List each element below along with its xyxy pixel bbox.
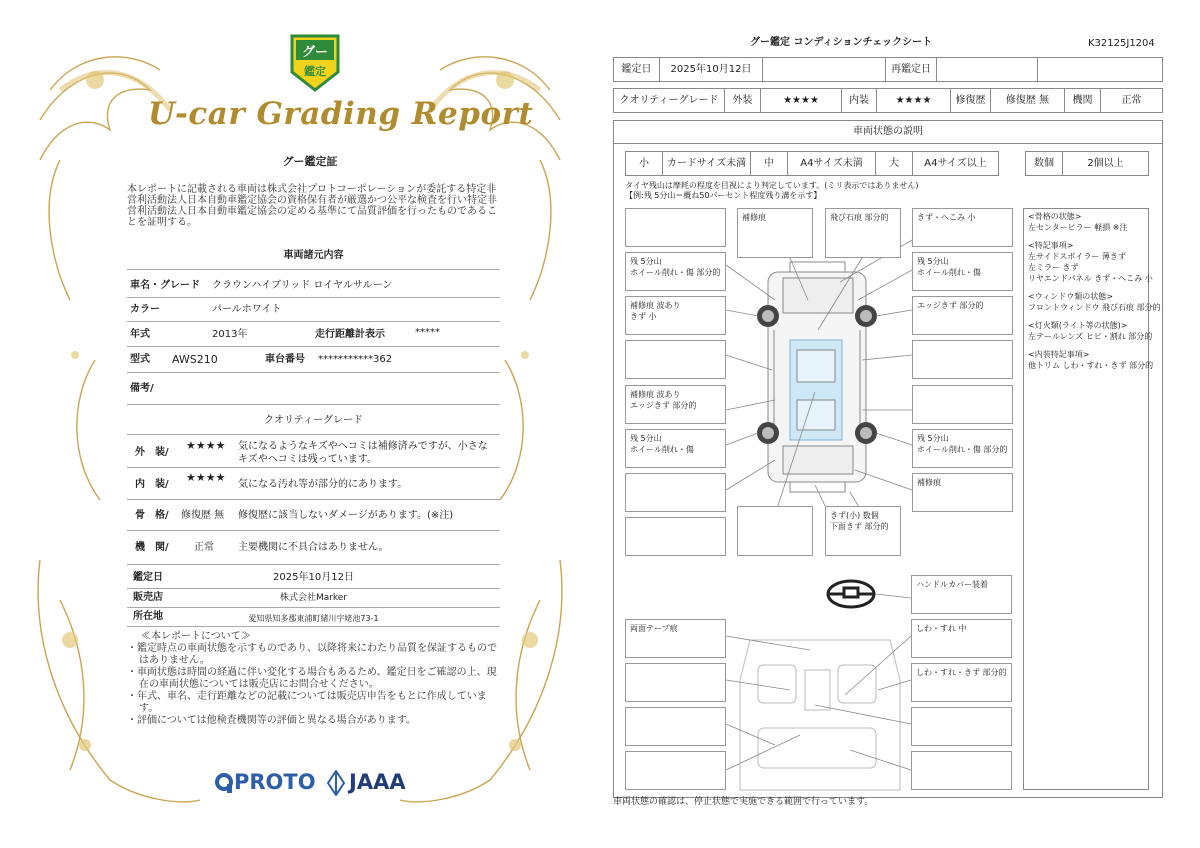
repair-value-cell: 修復歴 無 (990, 88, 1065, 113)
panel-line: 左サイドスポイラー 薄きず (1028, 252, 1126, 261)
interior-desc: 気になる汚れ等が部分的にあります。 (238, 479, 408, 490)
model-label: 型式 (130, 354, 150, 365)
date-value-cell: 2025年10月12日 (659, 57, 763, 82)
tire-note-1: タイヤ残山は摩耗の程度を目視により判定しています。(ミリ表示ではありません) (625, 181, 919, 190)
goo-kantei-logo (288, 32, 342, 94)
note-item: ・評価については他検査機関等の評価と異なる場合があります。 (127, 715, 416, 726)
size-small: 小 (625, 151, 663, 176)
frame-label: 骨 格/ (135, 510, 169, 521)
ext-stars-cell: ★★★★ (760, 88, 842, 113)
report-script-title: U-car Grading Report (148, 96, 534, 132)
damage-box: ハンドルカバー装着 (911, 575, 1012, 614)
color-value: パールホワイト (212, 304, 282, 315)
interior-label: 内 装/ (135, 479, 169, 490)
tire-note-2: 【例:残 5分山＝概ね50パーセント程度残り溝を示す】 (625, 191, 822, 200)
damage-box (912, 385, 1013, 424)
damage-box: しわ・すれ・きず 部分的 (911, 663, 1012, 702)
jaaa-logo-icon (327, 770, 345, 796)
logo-word-kantei: 鑑定 (304, 65, 326, 78)
frame-desc: 修復歴に該当しないダメージがあります。(※注) (238, 510, 454, 521)
date-label-cell: 鑑定日 (613, 57, 660, 82)
engine-label-cell: 機関 (1064, 88, 1101, 113)
damage-box: 残 5分山 ホイール削れ・傷 (625, 429, 726, 468)
damage-box (625, 340, 726, 379)
panel-line: リヤエンドパネル きず・へこみ 小 (1028, 274, 1153, 283)
damage-box (625, 663, 726, 702)
exterior-desc: 気になるようなキズやヘコミは補修済みですが、小さなキズやヘコミは残っています。 (238, 441, 488, 465)
damage-box: 補修痕 (912, 473, 1013, 512)
damage-box: 残 5分山 ホイール削れ・傷 部分的 (625, 252, 726, 291)
engine-desc: 主要機関に不具合はありません。 (238, 542, 389, 553)
dealer-label: 販売店 (133, 592, 163, 603)
section-title: 車両状態の説明 (613, 120, 1163, 144)
panel-line: 左ミラー きず (1028, 263, 1079, 272)
damage-box: 飛び石痕 部分的 (825, 208, 901, 258)
damage-box: エッジきず 部分的 (912, 296, 1013, 335)
size-mid-desc: A4サイズ未満 (787, 151, 876, 176)
chassis-value: ***********362 (318, 354, 393, 365)
proto-logo-icon (214, 772, 234, 794)
redate-label-cell: 再鑑定日 (885, 57, 937, 82)
jaaa-brand: JAAA (349, 770, 406, 794)
year-value: 2013年 (212, 329, 248, 340)
damage-box (625, 473, 726, 512)
sheet-title: グー鑑定 コンディションチェックシート (750, 37, 933, 48)
certificate-intro: 本レポートに記載される車両は株式会社プロトコーポレーションが委託する特定非営利活動法人日本自動車鑑定協会の資格保有者が厳選かつ公平な検査を行い特定非営利活動法人日本自動車鑑定協会の定める基準にて品質評価を行ったものであることを証明する。 (127, 184, 497, 228)
panel-line: <内装特記事項> (1028, 350, 1090, 359)
interior-stars: ★★★★ (186, 471, 226, 484)
size-large: 大 (875, 151, 913, 176)
remarks-label: 備考/ (130, 383, 154, 394)
notes-title: ≪本レポートについて≫ (141, 631, 251, 642)
report-notes (127, 631, 497, 727)
dealer-value: 株式会社Marker (279, 593, 348, 603)
car-name-value: クラウンハイブリッド ロイヤルサルーン (212, 280, 393, 291)
damage-box: きず・へこみ 小 (912, 208, 1013, 247)
damage-box: 補修痕 (737, 208, 813, 258)
sheet-footer: 車両状態の確認は、停止状態で実施できる範囲で行っています。 (613, 797, 874, 807)
damage-box: 残 5分山 ホイール削れ・傷 (912, 252, 1013, 291)
damage-box: 補修痕 波あり エッジきず 部分的 (625, 385, 726, 424)
damage-box (911, 751, 1012, 790)
int-label-cell: 内装 (841, 88, 877, 113)
exterior-stars: ★★★★ (186, 439, 226, 452)
panel-line: <ウィンドウ類の状態> (1028, 292, 1113, 301)
model-value: AWS210 (172, 353, 218, 366)
logo-word-goo: グー (301, 45, 328, 60)
engine-value: 正常 (194, 542, 214, 553)
size-large-desc: A4サイズ以上 (912, 151, 999, 176)
damage-box: しわ・すれ 中 (911, 619, 1012, 658)
panel-line: フロントウィンドウ 飛び石痕 部分的 (1028, 303, 1161, 312)
note-item: ・車両状態は時間の経過に伴い変化する場合もあるため、鑑定日をご確認の上、現在の車両状態については販売店にお問合せください。 (127, 667, 497, 690)
date-value: 2025年10月12日 (273, 572, 354, 583)
engine-label: 機 関/ (135, 542, 169, 553)
year-label: 年式 (130, 329, 150, 340)
count-desc: 2個以上 (1062, 151, 1149, 176)
panel-line: 左テールレンズ ヒビ・割れ 部分的 (1028, 332, 1153, 341)
panel-line: <特記事項> (1028, 241, 1074, 250)
damage-box (625, 517, 726, 556)
note-item: ・鑑定時点の車両状態を示すものであり、以降将来にわたり品質を保証するものではありません。 (127, 643, 497, 666)
panel-line: 左センターピラー 軽損 ※注 (1028, 223, 1128, 232)
quality-grade-title: クオリティーグレード (264, 415, 363, 426)
grade-label-cell: クオリティーグレード (613, 88, 725, 113)
spec-title: 車両諸元内容 (283, 250, 344, 261)
color-label: カラー (130, 304, 160, 315)
proto-brand: PROTO (234, 770, 316, 794)
damage-box (625, 208, 726, 247)
damage-box (625, 751, 726, 790)
mileage-value: ***** (415, 327, 440, 338)
panel-line: <骨格の状態> (1028, 212, 1082, 221)
repair-label-cell: 修復歴 (950, 88, 991, 113)
size-small-desc: カードサイズ未満 (662, 151, 751, 176)
exterior-label: 外 装/ (135, 447, 169, 458)
panel-line: <灯火類(ライト等の状態)> (1028, 321, 1128, 330)
damage-box (737, 506, 813, 556)
size-mid: 中 (750, 151, 788, 176)
panel-line: 他トリム しわ・すれ・きず 部分的 (1028, 361, 1154, 370)
ext-label-cell: 外装 (724, 88, 761, 113)
note-item: ・年式、車名、走行距離などの記載については販売店申告をもとに作成しています。 (127, 691, 487, 714)
address-label: 所在地 (133, 611, 163, 622)
damage-box: 補修痕 波あり きず 小 (625, 296, 726, 335)
date-label: 鑑定日 (133, 572, 163, 583)
mileage-label: 走行距離計表示 (315, 329, 385, 340)
sheet-id: K32125J1204 (1088, 38, 1155, 49)
damage-box: きず(小) 数個 下面きず 部分的 (825, 506, 901, 556)
damage-box (625, 707, 726, 746)
count-label: 数個 (1025, 151, 1063, 176)
damage-box (911, 707, 1012, 746)
damage-box: 両面テープ痕 (625, 619, 726, 658)
certificate-title: グー鑑定証 (282, 155, 338, 168)
chassis-label: 車台番号 (265, 354, 305, 365)
condition-check-sheet (600, 0, 1200, 848)
address-value: 愛知県知多郡東浦町緒川字姥池73-1 (248, 614, 379, 623)
damage-box: 残 5分山 ホイール削れ・傷 部分的 (912, 429, 1013, 468)
car-name-label: 車名・グレード (130, 280, 200, 291)
frame-value: 修復歴 無 (181, 510, 225, 521)
int-stars-cell: ★★★★ (876, 88, 951, 113)
damage-box (912, 340, 1013, 379)
engine-value-cell: 正常 (1100, 88, 1163, 113)
